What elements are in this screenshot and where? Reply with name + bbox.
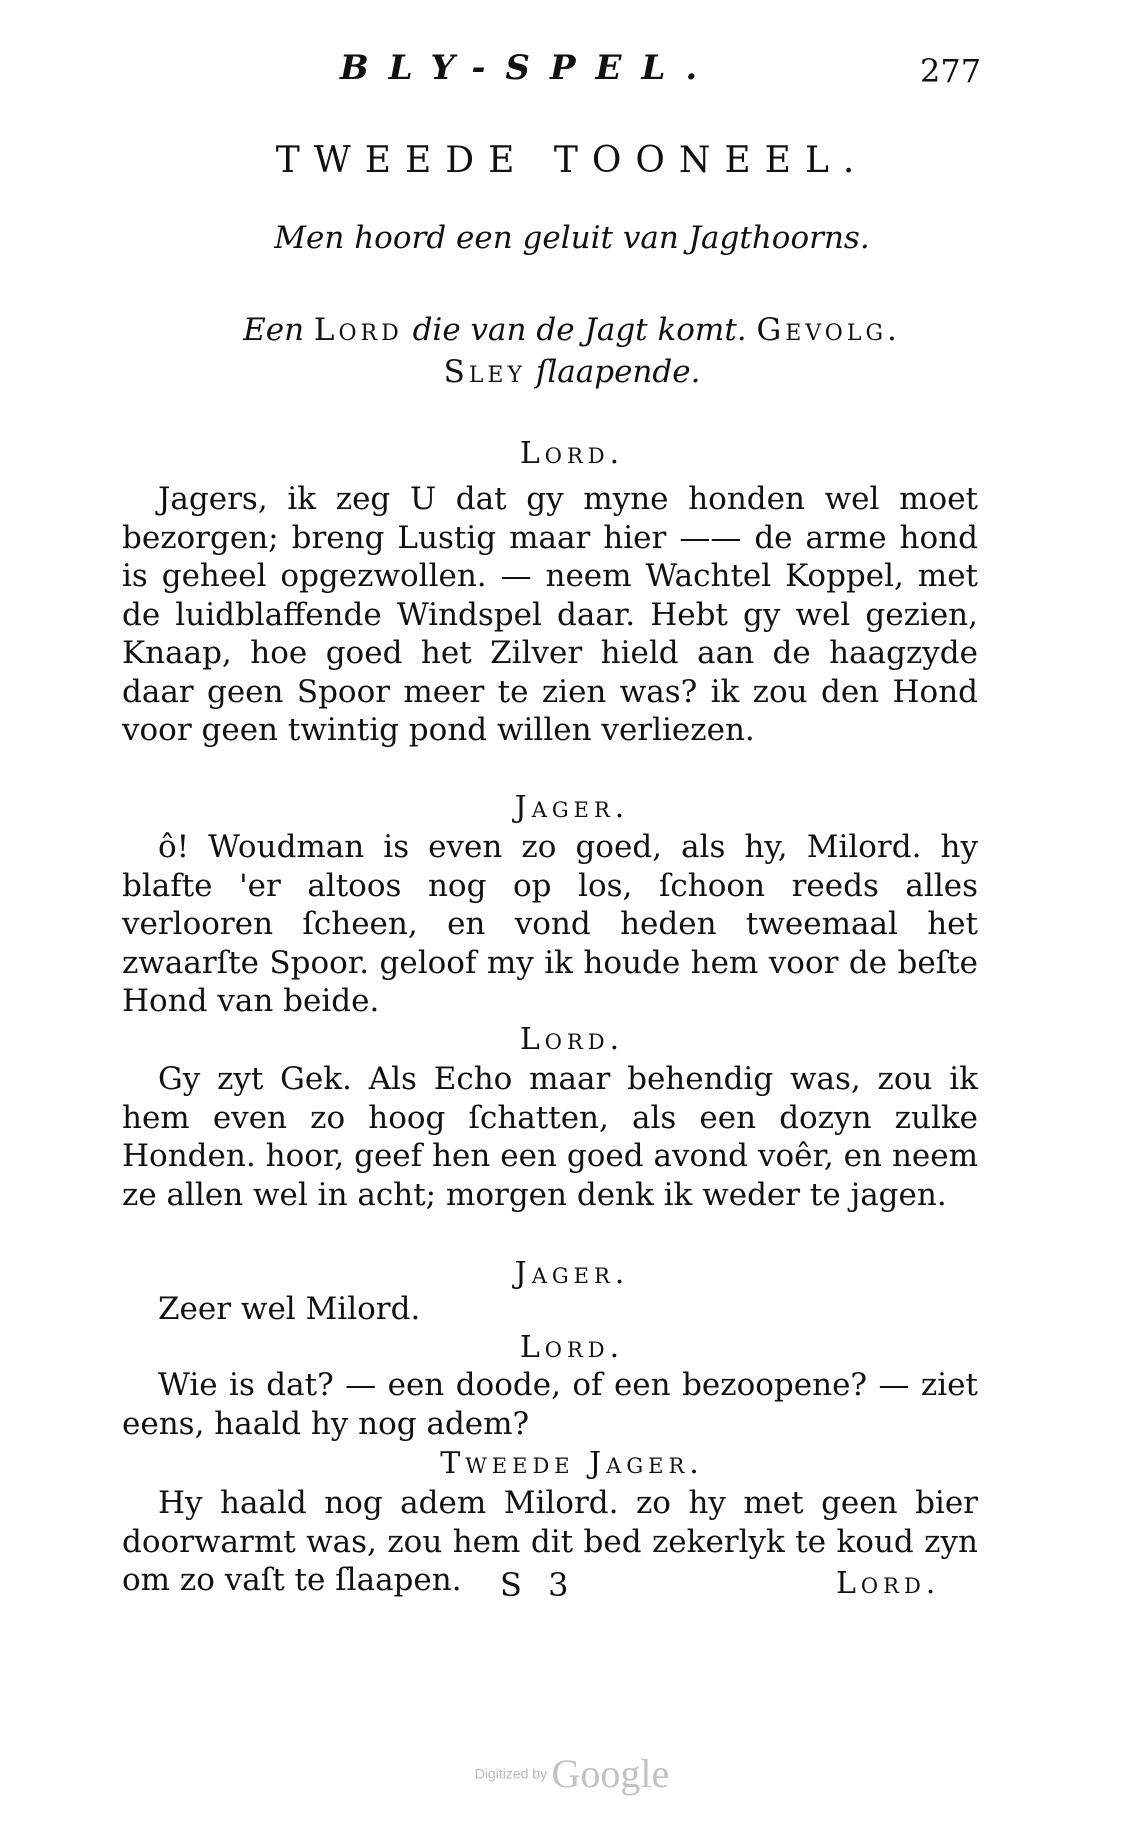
signature-mark: S 3 bbox=[500, 1566, 577, 1604]
speaker-name: Jager. bbox=[514, 1256, 630, 1291]
character-name-lord: Lord bbox=[313, 312, 403, 348]
stage-text: Een bbox=[243, 312, 314, 348]
speaker-name: Lord. bbox=[519, 436, 625, 471]
digitized-prefix: Digitized by bbox=[474, 1765, 548, 1782]
stage-direction-horns: Men hoord een geluit van Jagthoorns. bbox=[274, 220, 870, 256]
speech-text: Jagers, ik zeg U dat gy myne honden wel moet bezorgen; breng Lustig maar hier —— de arme hond is geheel opgezwollen. — neem Wachtel Koppel, met de luidblaffende Windspel daar. Hebt gy wel gezien, Knaap, hoe goed het Zilver hield aan de haagzyde daar geen Spoor meer te zien was? ik zou den Hond voor geen twintig pond willen verliezen. bbox=[122, 481, 978, 748]
speech-text: Hy haald nog adem Milord. zo hy met geen bier doorwarmt was, zou hem dit bed zekerlyk te koud zyn om zo vaſt te ſlaapen. bbox=[122, 1485, 978, 1598]
page-number: 277 bbox=[920, 52, 982, 90]
stage-direction-entrance bbox=[0, 312, 1144, 348]
running-head bbox=[0, 48, 1144, 98]
speech-text: Zeer wel Milord. bbox=[158, 1291, 421, 1327]
character-name-sley: Sley bbox=[443, 354, 527, 390]
digitized-watermark bbox=[0, 1750, 1144, 1797]
google-logo: Google bbox=[551, 1751, 670, 1796]
speech-text: Wie is dat? — een doode, of een bezoopene? — ziet eens, haald hy nog adem? bbox=[122, 1367, 978, 1442]
speech-text: ô! Woudman is even zo goed, als hy, Milord. hy blafte 'er altoos nog op los, ſchoon reeds alles verlooren ſcheen, en vond heden tweemaal het zwaarſte Spoor. geloof my ik houde hem voor de beſte Hond van beide. bbox=[122, 829, 978, 1019]
speaker-name: Tweede Jager. bbox=[440, 1446, 704, 1481]
running-title: BLY-SPEL. bbox=[340, 48, 718, 88]
stage-text: ſlaapende. bbox=[526, 354, 701, 390]
scene-title: TWEEDE TOONEEL. bbox=[275, 140, 869, 181]
speech-text: Gy zyt Gek. Als Echo maar behendig was, zou ik hem even zo hoog ſchatten, als een dozyn zulke Honden. hoor, geef hen een goed avond voêr, en neem ze allen wel in acht; morgen denk ik weder te jagen. bbox=[122, 1061, 978, 1213]
character-name-gevolg: Gevolg. bbox=[756, 312, 901, 348]
stage-text: die van de Jagt komt. bbox=[402, 312, 757, 348]
catchword: Lord. bbox=[836, 1566, 941, 1601]
speaker-name: Jager. bbox=[514, 790, 630, 825]
speaker-name: Lord. bbox=[519, 1022, 625, 1057]
stage-direction-sley bbox=[0, 354, 1144, 390]
speaker-name: Lord. bbox=[519, 1330, 625, 1365]
